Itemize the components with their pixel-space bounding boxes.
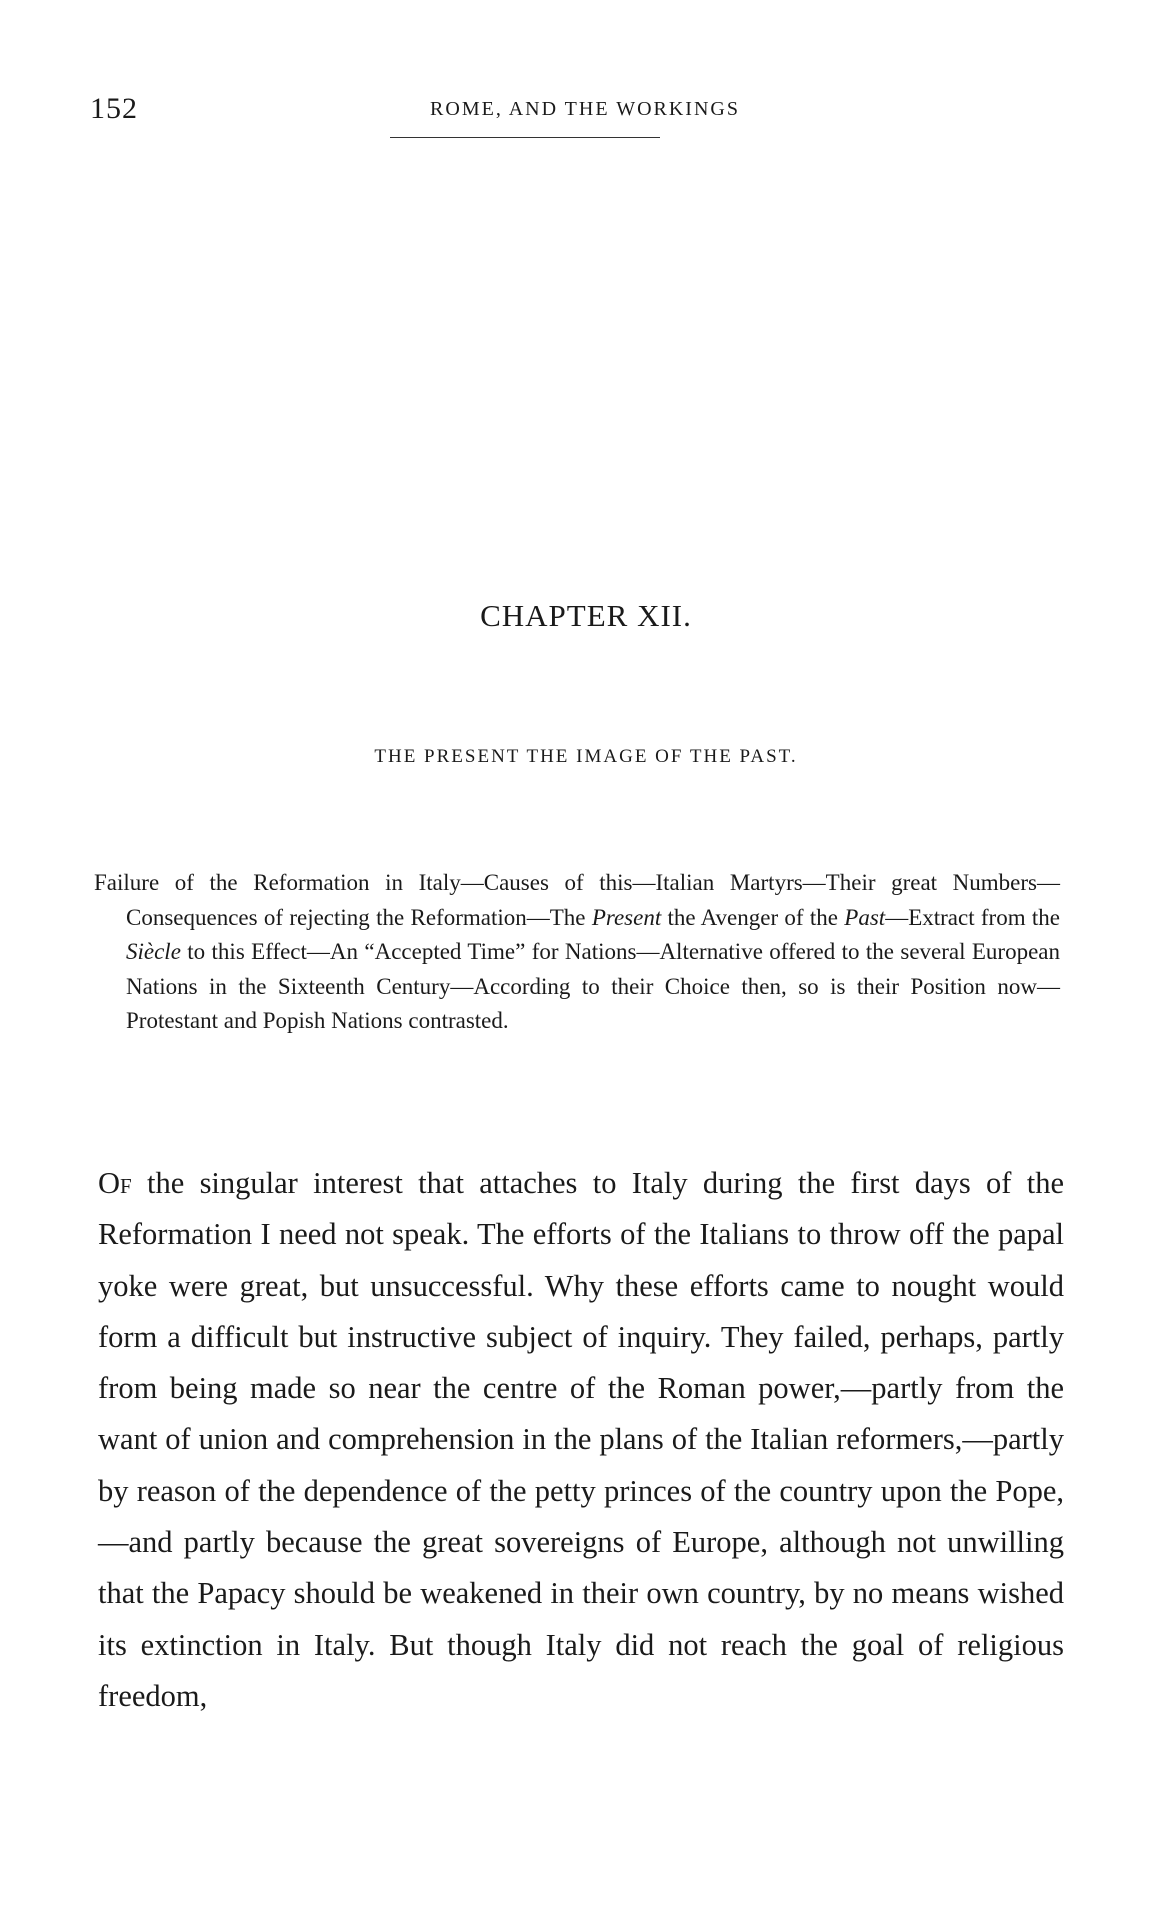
paragraph-lead-word: Of bbox=[98, 1166, 132, 1200]
synopsis-text: Failure of the Reformation in Italy—Causes of this—Italian Martyrs—Their great Numbers—Consequences of rejecting the Reformation—The bbox=[94, 870, 1060, 930]
synopsis-text: the Avenger of the bbox=[661, 904, 845, 930]
synopsis-italic-past: Past bbox=[844, 904, 886, 930]
page-number: 152 bbox=[90, 92, 138, 125]
header-rule bbox=[390, 137, 660, 138]
running-title: ROME, AND THE WORKINGS bbox=[430, 98, 740, 120]
body-paragraph bbox=[98, 1158, 1064, 1722]
synopsis-text: —Extract from the bbox=[885, 904, 1061, 930]
synopsis-italic-siecle: Siècle bbox=[126, 939, 181, 964]
chapter-synopsis bbox=[94, 866, 1060, 1039]
synopsis-italic-present: Present bbox=[591, 904, 662, 930]
chapter-title: CHAPTER XII. bbox=[480, 598, 692, 633]
synopsis-text: to this Effect—An “Accepted Time” for Nations—Alternative offered to the several European Nations in the Sixteenth Century—According to their Choice then, so is their Position now—Protestant and Popish Nations contrasted. bbox=[126, 939, 1060, 1033]
running-head bbox=[90, 92, 1080, 132]
paragraph-text: the singular interest that attaches to Italy during the first days of the Reformation I need not speak. The efforts of the Italians to throw off the papal yoke were great, but unsuccessful. Why these efforts came to nought would form a difficult but instructive subject of inquiry. They failed, perhaps, partly from being made so near the centre of the Roman power,—partly from the want of union and comprehension in the plans of the Italian reformers,—partly by reason of the dependence of the petty princes of the country upon the Pope,—and partly because the great sovereigns of Europe, although not unwilling that the Papacy should be weakened in their own country, by no means wished its extinction in Italy. But though Italy did not reach the goal of religious freedom, bbox=[98, 1166, 1064, 1713]
chapter-subtitle: THE PRESENT THE IMAGE OF THE PAST. bbox=[374, 746, 798, 767]
